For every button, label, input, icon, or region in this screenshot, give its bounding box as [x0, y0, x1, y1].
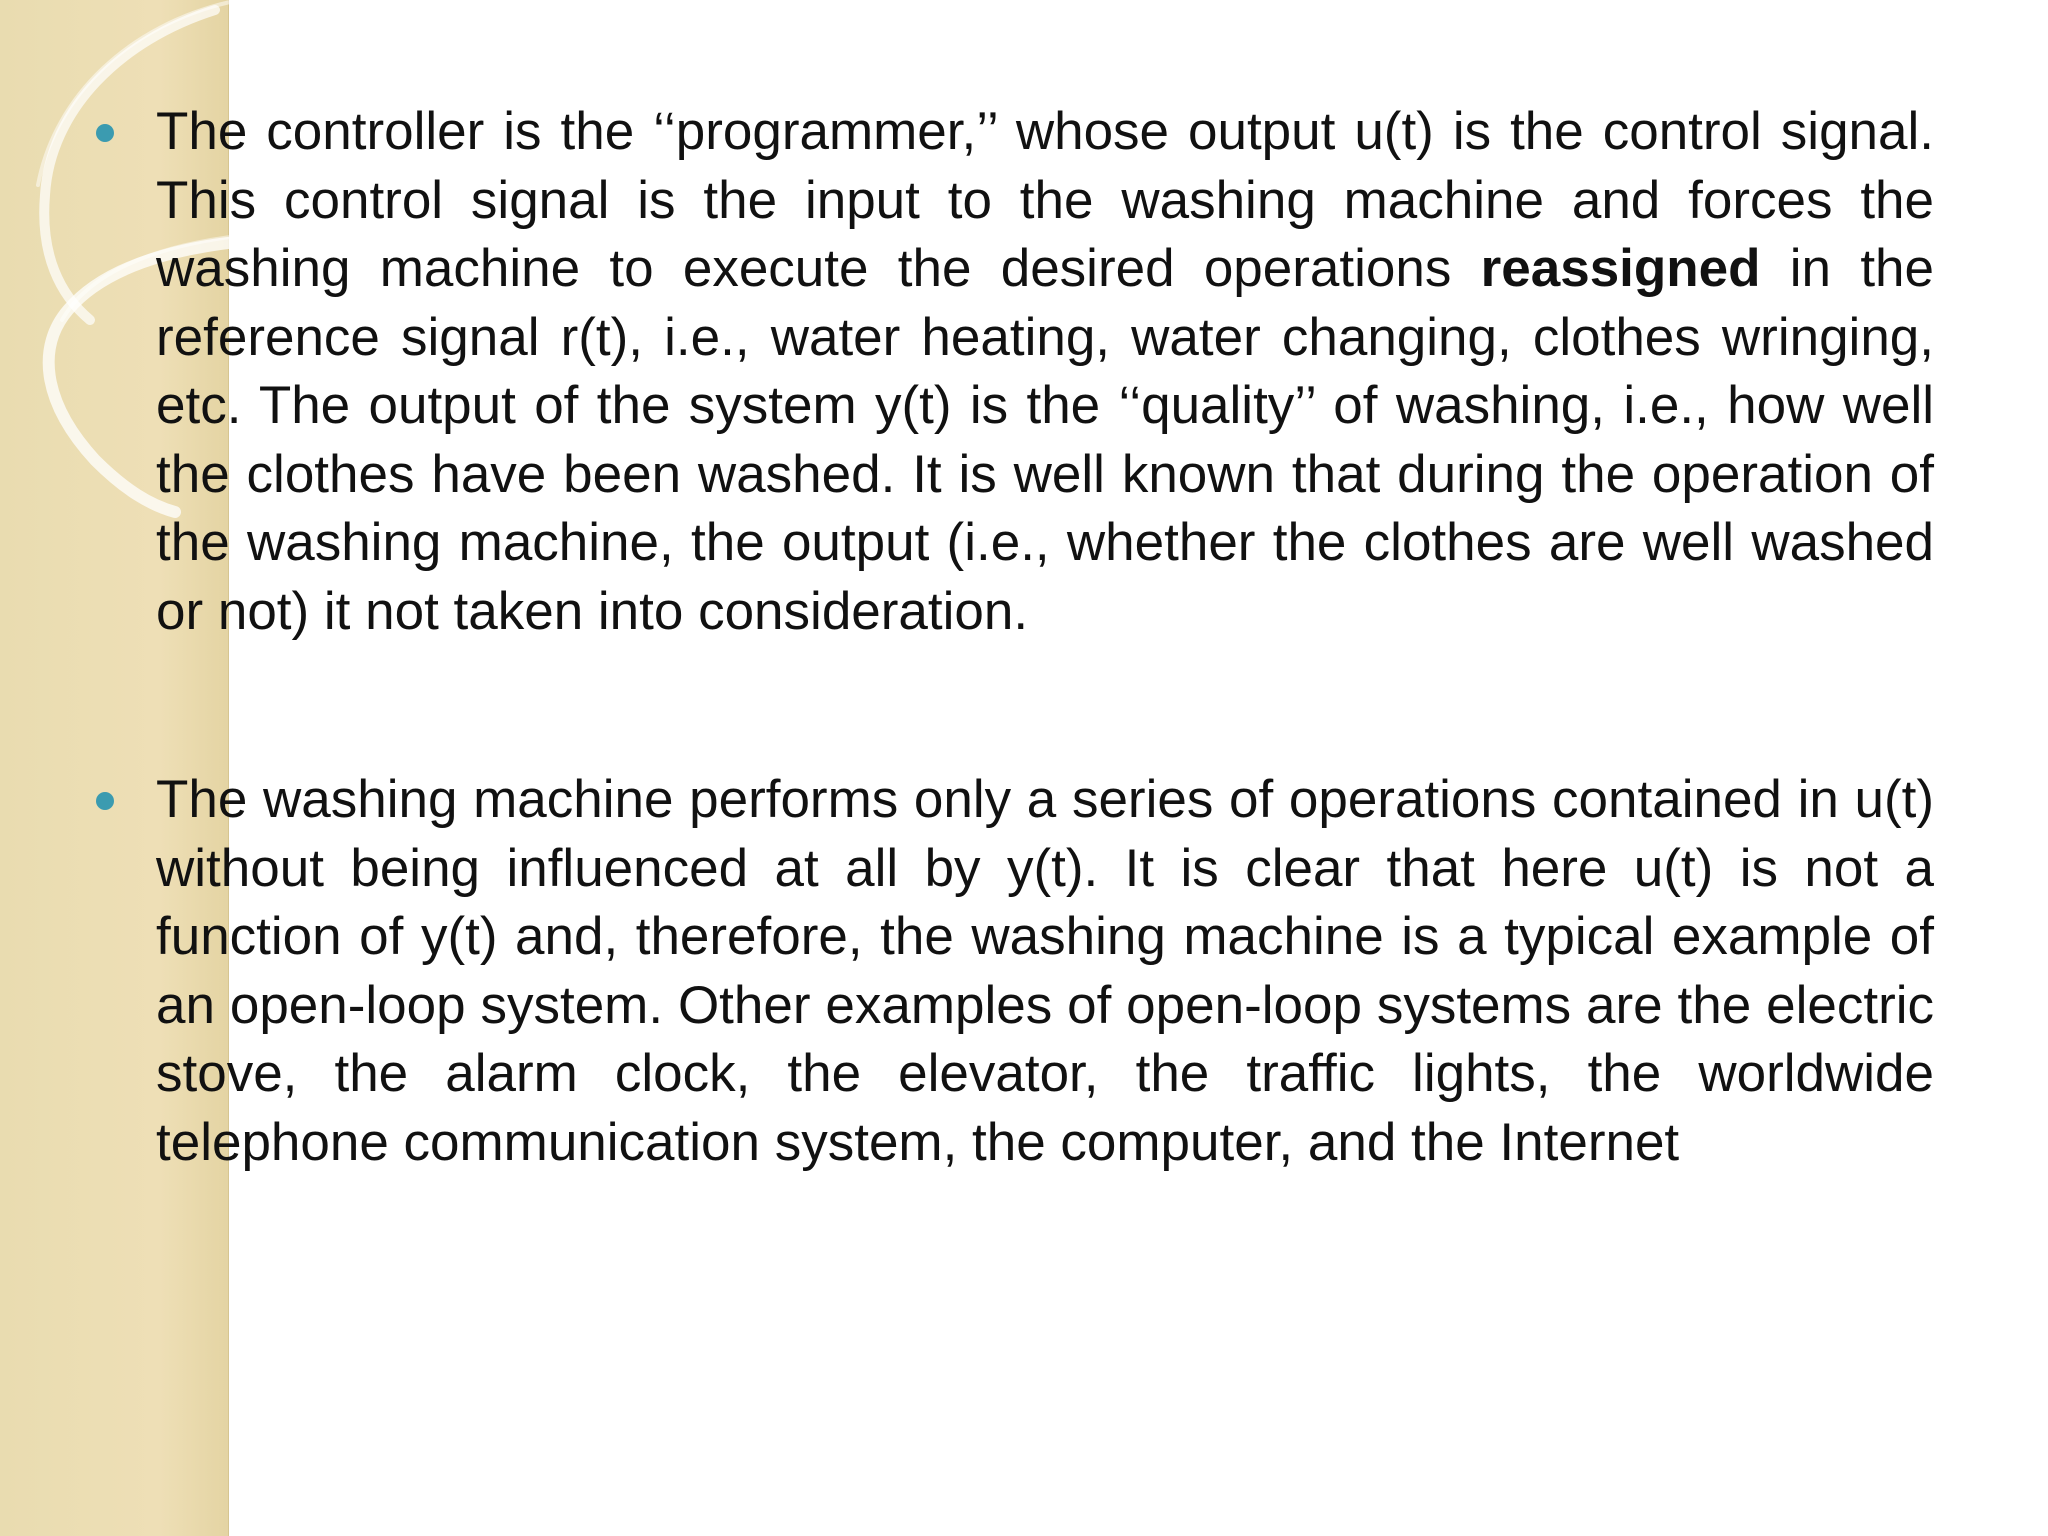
- bullet-bold-text: reassigned: [1480, 239, 1761, 298]
- teal-dot-icon: [96, 792, 114, 810]
- bullet-text: in the reference signal r(t), i.e., water heating, water changing, clothes wringing, etc. The output of the system y(t) is the ‘‘quality’’ of washing, i.e., how well the clothes have been washed. It is well known that during the operation of the washing machine, the output (i.e., whether the clothes are well washed or not) it not taken into consideration.: [156, 239, 1934, 641]
- bullet-text: The washing machine performs only a series of operations contained in u(t) without being influenced at all by y(t). It is clear that here u(t) is not a function of y(t) and, therefore, the washing machine is a typical example of an open-loop system. Other examples of open-loop systems are the electric stove, the alarm clock, the elevator, the traffic lights, the worldwide telephone communication system, the computer, and the Internet: [156, 770, 1934, 1172]
- bullet-item: [96, 766, 1934, 1177]
- bullet-item: [96, 98, 1934, 646]
- slide-content: [96, 98, 1934, 1177]
- bullet-text: The controller is the ‘‘programmer,’’ whose output u(t) is the control signal. This control signal is the input to the washing machine and forces the washing machine to execute the desired operations: [156, 102, 1934, 298]
- teal-dot-icon: [96, 124, 114, 142]
